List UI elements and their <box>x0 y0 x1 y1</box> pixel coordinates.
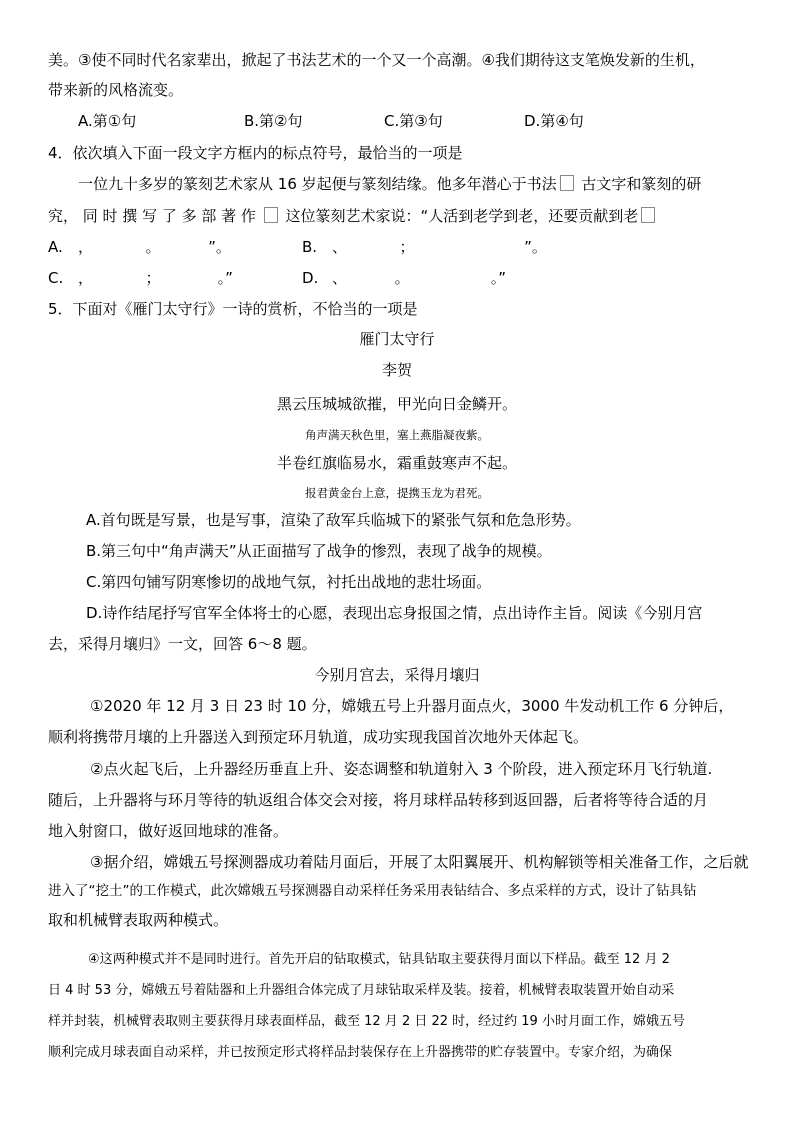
q4-passage-text-2a: 究， 同 时 撰 写 了 多 部 著 作 <box>48 207 256 225</box>
q5-option-d-line-2: 去，采得月壤归》一文，回答 6～8 题。 <box>48 635 317 653</box>
article-p2-line-2: 随后，上升器将与环月等待的轨返组合体交会对接，将月球样品转移到返回器，后者将等待合适的月 <box>48 791 709 809</box>
article-p3-line-2: 进入了“挖土”的工作模式，此次嫦娥五号探测器自动采样任务采用表钻结合、多点采样的方式，设计了钻具钻 <box>48 883 697 899</box>
article-title: 今别月宫去，采得月壤归 <box>314 666 480 684</box>
q4-option-a: ， 。 ”。 <box>78 238 231 256</box>
q4-option-c-label: C. <box>48 269 64 287</box>
article-p4-line-2: 日 4 时 53 分，嫦娥五号着陆器和上升器组合体完成了月球钻取采样及装。接着，机械臂表取装置开始自动采 <box>48 983 675 998</box>
blank-box-2 <box>264 207 278 223</box>
q5-stem: 5．下面对《雁门太守行》一诗的赏析，不恰当的一项是 <box>48 300 418 318</box>
q4-passage-line-2 <box>48 206 754 226</box>
poem-line-3: 半卷红旗临易水，霜重鼓寒声不起。 <box>276 454 517 472</box>
q3-line-1: 美。③使不同时代名家辈出，掀起了书法艺术的一个又一个高潮。④我们期待这支笔焕发新的生机， <box>48 51 705 69</box>
q4-option-b: 、 ； ”。 <box>332 238 547 256</box>
q5-option-c: C.第四句铺写阴寒惨切的战地气氛，衬托出战地的悲壮场面。 <box>86 573 492 591</box>
q5-option-d-line-1: D.诗作结尾抒写官军全体将士的心愿，表现出忘身报国之情，点出诗作主旨。阅读《今别月宫 <box>86 604 703 622</box>
q5-option-a: A.首句既是写景，也是写事，渲染了敌军兵临城下的紧张气氛和危急形势。 <box>86 511 581 529</box>
q3-line-2: 带来新的风格流变。 <box>48 81 184 99</box>
q3-option-c: C.第③句 <box>384 112 443 130</box>
article-p1-line-2: 顺利将携带月壤的上升器送入到预定环月轨道，成功实现我国首次地外天体起飞。 <box>48 728 589 746</box>
q4-stem: 4．依次填入下面一段文字方框内的标点符号，最恰当的一项是 <box>48 144 463 162</box>
q3-option-b: B.第②句 <box>244 112 303 130</box>
q4-passage-line-1 <box>78 174 754 194</box>
poem-line-1: 黑云压城城欲摧，甲光向日金鳞开。 <box>276 395 517 413</box>
q4-option-d-label: D. <box>302 269 319 287</box>
article-p3-line-1: ③据介绍，嫦娥五号探测器成功着陆月面后，开展了太阳翼展开、机构解锁等相关准备工作，之后就 <box>90 853 749 871</box>
article-p3-line-3: 取和机械臂表取两种模式。 <box>48 911 229 929</box>
blank-box-3 <box>641 207 655 223</box>
article-p1-line-1: ①2020 年 12 月 3 日 23 时 10 分，嫦娥五号上升器月面点火，3000 牛发动机工作 6 分钟后， <box>90 697 734 715</box>
q3-option-d: D.第④句 <box>524 112 584 130</box>
q4-passage-text-1a: 一位九十多岁的篆刻艺术家从 16 岁起便与篆刻结缘。他多年潜心于书法 <box>78 175 557 193</box>
q4-option-a-label: A. <box>48 238 63 256</box>
poem-author: 李贺 <box>381 361 412 379</box>
q4-option-b-label: B. <box>302 238 318 256</box>
q4-passage-text-1b: 古文字和篆刻的研 <box>581 175 702 193</box>
q3-option-a: A.第①句 <box>78 112 137 130</box>
article-p4-line-4: 顺利完成月球表面自动采样，并已按预定形式将样品封装保存在上升器携带的贮存装置中。专家介绍，为确保 <box>48 1045 673 1060</box>
article-p4-line-1: ④这两种模式并不是同时进行。首先开启的钻取模式，钻具钻取主要获得月面以下样品。截至 12 月 2 <box>88 952 670 967</box>
q4-option-d: 、 。 。” <box>332 269 507 287</box>
article-p2-line-1: ②点火起飞后，上升器经历垂直上升、姿态调整和轨道射入 3 个阶段，进入预定环月飞行轨道. <box>90 760 713 778</box>
article-p4-line-3: 样并封装，机械臂表取则主要获得月球表面样品，截至 12 月 2 日 22 时，经过约 19 小时月面工作，嫦娥五号 <box>48 1014 685 1029</box>
poem-line-2: 角声满天秋色里，塞上燕脂凝夜紫。 <box>305 428 489 442</box>
poem-title: 雁门太守行 <box>359 330 435 348</box>
poem-line-4: 报君黄金台上意，提携玉龙为君死。 <box>305 486 489 500</box>
q5-option-b: B.第三句中“角声满天”从正面描写了战争的惨烈，表现了战争的规模。 <box>86 542 552 560</box>
blank-box-1 <box>560 175 574 191</box>
article-p2-line-3: 地入射窗口，做好返回地球的准备。 <box>48 822 289 840</box>
q4-passage-text-2b: 这位篆刻艺术家说：“人活到老学到老，还要贡献到老 <box>285 207 639 225</box>
q4-option-c: ， ； 。” <box>78 269 233 287</box>
